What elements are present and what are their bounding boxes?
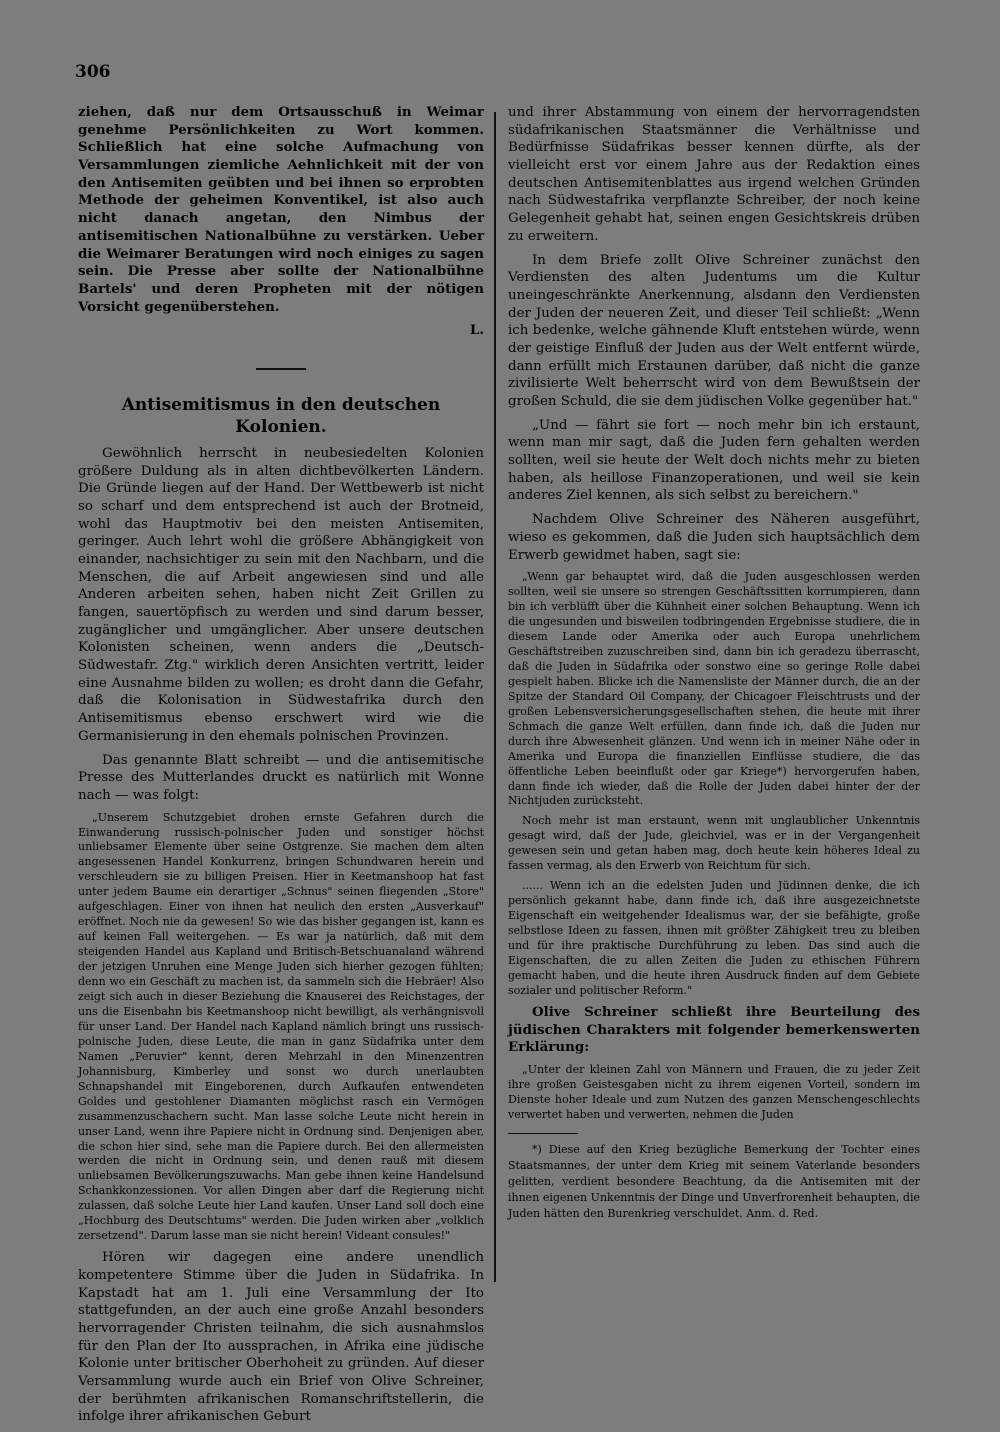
right-column [508,104,920,1227]
quote-block-3: ...... Wenn ich an die edelsten Juden und Jüdinnen denke, die ich persönlich gekannt habe, dann finde ich, daß ihre ausgezeichnetste Eigenschaft ein weitgehender Idealismus war, der sie befähigte, große selbstlose Ideen zu fassen, ihnen mit größter Zähigkeit treu zu bleiben und für ihre praktische Durchführung zu leben. Das sind auch die Eigenschaften, die zu allen Zeiten die Juden zu ethischen Führern gemacht haben, und die heute ihren Ausdruck finden auf dem Gebiete sozialer und politischer Reform." [508,879,920,997]
intro-paragraph: ziehen, daß nur dem Ortsausschuß in Weimar genehme Persönlichkeiten zu Wort kommen. Schließlich hat eine solche Aufmachung von Versammlungen ziemliche Aehnlichkeit mit der von den Antisemiten geübten und bei ihnen so erprobten Methode der geheimen Konventikel, ist also auch nicht danach angetan, den Nimbus der antisemitischen Nationalbühne zu verstärken. Ueber die Weimarer Beratungen wird noch einiges zu sagen sein. Die Presse aber sollte der Nationalbühne Bartels' und deren Propheten mit der nötigen Vorsicht gegenüberstehen. [78,104,484,315]
article-paragraph-3: Hören wir dagegen eine andere unendlich kompetentere Stimme über die Juden in Südafrika. In Kapstadt hat am 1. Juli eine Versammlung der Ito stattgefunden, an der auch eine große Anzahl besonders hervorragender Christen teilnahm, die sich ausnahmslos für den Plan der Ito aussprachen, in Afrika eine jüdische Kolonie unter britischer Oberhoheit zu gründen. Auf dieser Versammlung wurde auch ein Brief von Olive Schreiner, der berühmten afrikanischen Romanschriftstellerin, die infolge ihrer afrikanischen Geburt [78,1250,484,1425]
footnote-rule [508,1133,578,1134]
newspaper-quote [78,811,484,1245]
schreiner-quote [508,570,920,999]
article-paragraph-2: Das genannte Blatt schreibt — und die antisemitische Presse des Mutterlandes druckt es natürlich mit Wonne nach — was folgt: [78,752,484,803]
quote-block-4: „Unter der kleinen Zahl von Männern und Frauen, die zu jeder Zeit ihre großen Geistesgaben nicht zu ihrem eigenen Vorteil, sondern im Dienste hoher Ideale und zum Nutzen des ganzen Menschengeschlechts verwertet haben und verwerten, nehmen die Juden [508,1062,920,1121]
page-number: 306 [75,62,111,82]
section-separator [256,368,306,370]
article-heading: Antisemitismus in den deutschen Kolonien. [121,394,441,438]
article-paragraph-1: Gewöhnlich herrscht in neubesiedelten Kolonien größere Duldung als in alten dichtbevölkerten Ländern. Die Gründe liegen auf der Hand. Der Wettbewerb ist nicht so scharf und dem entsprechend ist auch der Brotneid, wohl das Hauptmotiv bei den meisten Antisemiten, geringer. Auch lehrt wohl die größere Abhängigkeit von einander, nachsichtiger zu sein mit den Nachbarn, und die Menschen, die auf Arbeit angewiesen sind und alle Anderen arbeiten sehen, haben nicht Zeit Grillen zu fangen, sauertöpfisch zu werden und sind darum besser, zugänglicher und umgänglicher. Aber unsere deutschen Kolonisten scheinen, wenn anders die „Deutsch-Südwestafr. Ztg." wirklich deren Ansichten vertritt, leider eine Ausnahme bilden zu wollen; es droht dann die Gefahr, daß die Kolonisation in Südwestafrika durch den Antisemitismus ebenso erschwert wird wie die Germanisierung in den ehemals polnischen Provinzen. [78,445,484,744]
column-divider [494,112,496,1282]
left-column [78,104,484,1432]
footnote: *) Diese auf den Krieg bezügliche Bemerkung der Tochter eines Staatsmannes, der unter dem Krieg mit seinem Vaterlande besonders gelitten, verdient besondere Beachtung, da die Antisemiten mit der ihnen eigenen Unkenntnis der Dinge und Unverfrorenheit behaupten, die Juden hätten den Burenkrieg verschuldet. Anm. d. Red. [508,1142,920,1220]
right-paragraph-2: In dem Briefe zollt Olive Schreiner zunächst den Verdiensten des alten Judentums um die Kultur uneingeschränkte Anerkennung, alsdann den Verdiensten der Juden der neueren Zeit, und dieser Teil schließt: „Wenn ich bedenke, welche gähnende Kluft entstehen würde, wenn der geistige Einfluß der Juden aus der Welt entfernt würde, dann erfüllt mich Erstaunen darüber, daß nicht die ganze zivilisierte Welt beherrscht wird von dem Bewußtsein der großen Schuld, die sie dem jüdischen Volke gegenüber hat." [508,252,920,409]
quote-text: „Unserem Schutzgebiet drohen ernste Gefahren durch die Einwanderung russisch-polnischer Juden und sonstiger höchst unliebsamer Elemente über seine Ostgrenze. Sie machen dem alten angesessenen Handel Konkurrenz, bringen Schundwaren herein und verschleudern sie zu billigen Preisen. Hier in Keetmanshoop hat fast unter jedem Baume ein derartiger „Schnus" seinen fliegenden „Store" aufgeschlagen. Einer von ihnen hat neulich den ersten „Ausverkauf" eröffnet. Noch nie da gewesen! So wie das bisher gegangen ist, kann es auf keinen Fall weitergehen. — Es war ja natürlich, daß mit dem steigenden Handel aus Kapland und Britisch-Betschuanaland während der jetzigen Unruhen eine Menge Juden sich hierher gezogen fühlten; denn wo ein Geschäft zu machen ist, da sammeln sich die Hebräer! Also zeigt sich auch in dieser Beziehung die Knauserei des Reichstages, der uns die Eisenbahn bis Keetmanshoop nicht bewilligt, als verhängnisvoll für unser Land. Der Handel nach Kapland nämlich bringt uns russisch-polnische Juden, diese Leute, die man in ganz Südafrika unter dem Namen „Peruvier" kennt, deren Mehrzahl in den Minenzentren Johannisburg, Kimberley und sonst wo durch unerlaubten Schnapshandel mit Eingeborenen, durch Aufkaufen entwendeten Goldes und gestohlener Diamanten möglichst rasch ein Vermögen zusammenzuschachern sucht. Man lasse solche Leute nicht herein in unser Land, wenn ihre Papiere nicht in Ordnung sind. Denjenigen aber, die schon hier sind, sehe man die Papiere durch. Bei den allermeisten werden die nicht in Ordnung sein, und denen rauß mit diesem unliebsamen Bevölkerungszuwachs. Man gebe ihnen keine Handelsund Schankkonzessionen. Vor allen Dingen aber darf die Regierung nicht zulassen, daß solche Leute hier Land kaufen. Unser Land soll doch eine „Hochburg des Deutschtums" werden. Die Juden wirken aber „volklich zersetzend". Darum lasse man sie nicht herein! Videant consules!" [78,810,484,1243]
right-paragraph-1: und ihrer Abstammung von einem der hervorragendsten südafrikanischen Staatsmänner die Verhältnisse und Bedürfnisse Südafrikas besser kennen dürfte, als der vielleicht erst vor einem Jahre aus der Redaktion eines deutschen Antisemitenblattes aus irgend welchen Gründen nach Südwestafrika verpflanzte Schreiber, der noch keine Gelegenheit gehabt hat, seinen engen Gesichtskreis drüben zu erweitern. [508,105,920,244]
quote-block-2: Noch mehr ist man erstaunt, wenn mit unglaublicher Unkenntnis gesagt wird, daß der Jude, gleichviel, was er in der Vergangenheit gewesen sein und getan haben mag, doch heute kein höheres Ideal zu fassen vermag, als den Erwerb von Reichtum für sich. [508,814,920,873]
closing-quote [508,1063,920,1123]
quote-block-1: „Wenn gar behauptet wird, daß die Juden ausgeschlossen werden sollten, weil sie unsere so strengen Geschäftssitten korrumpieren, dann bin ich verblüfft über die Kühnheit einer solchen Behauptung. Wenn ich die ungesunden und bisweilen todbringenden Ergebnisse studiere, die in diesem Lande oder Amerika oder auch Europa unehrlichem Geschäftstreiben zuzuschreiben sind, dann bin ich geradezu überrascht, daß die Juden in Südafrika oder sonstwo eine so geringe Rolle dabei gespielt haben. Blicke ich die Namensliste der Männer durch, die an der Spitze der Standard Oil Company, der Chicagoer Fleischtrusts und der großen Lebensversicherungsgesellschaften stehen, die heute mit ihrer Schmach die ganze Welt erfüllen, dann finde ich, daß die Juden nur durch ihre Abwesenheit glänzen. Und wenn ich in meiner Nähe oder in Amerika und Europa die finanziellen Einflüsse studiere, die das öffentliche Leben beeinflußt oder gar Kriege*) hervorgerufen haben, dann finde ich wieder, daß die Rolle der Juden dabei hinter der der Nichtjuden zurücksteht. [508,570,920,808]
right-paragraph-4: Nachdem Olive Schreiner des Näheren ausgeführt, wieso es gekommen, daß die Juden sich hauptsächlich dem Erwerb gewidmet haben, sagt sie: [508,512,920,563]
intro-signature: L. [469,322,484,339]
right-paragraph-5: Olive Schreiner schließt ihre Beurteilung des jüdischen Charakters mit folgender bemerkenswerten Erklärung: [508,1003,920,1056]
right-paragraph-3: „Und — fährt sie fort — noch mehr bin ich erstaunt, wenn man mir sagt, daß die Juden fern gehalten werden sollten, weil sie heute der Welt doch nichts mehr zu bieten haben, als heillose Finanzoperationen, und weil sie kein anderes Ziel kennen, als sich selbst zu bereichern." [508,417,920,504]
